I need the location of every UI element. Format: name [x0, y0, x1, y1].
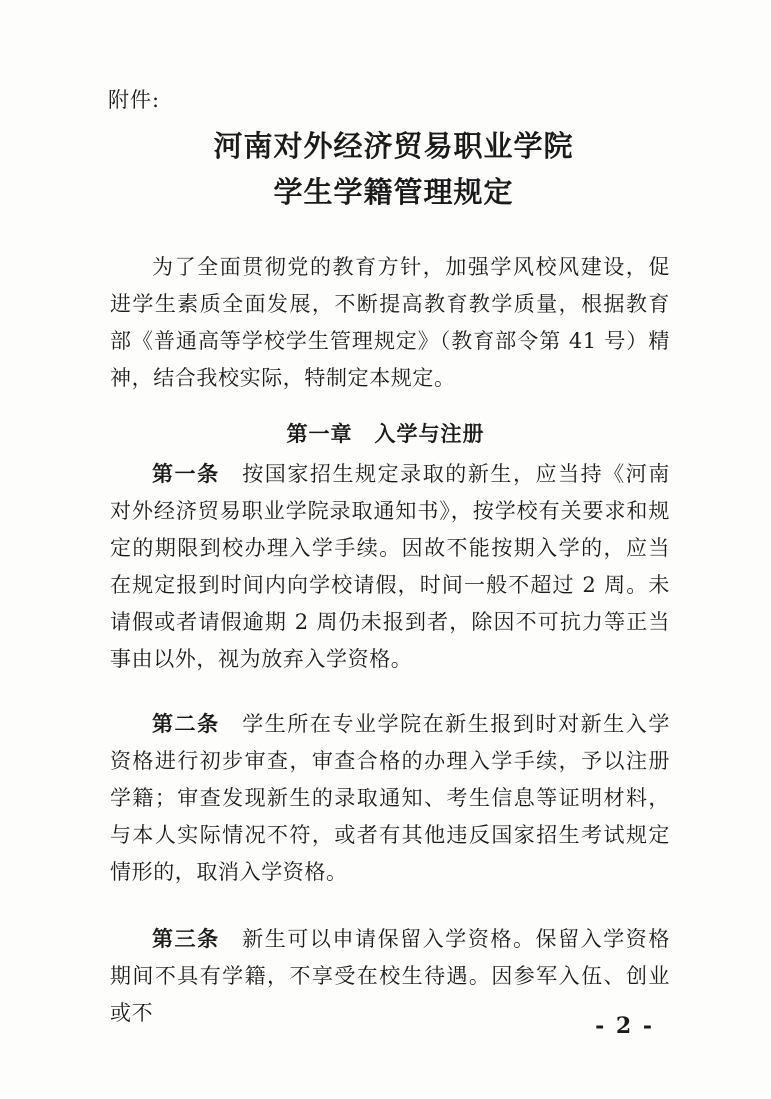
- article-paragraph: [110, 455, 670, 678]
- article-label: 第一条: [152, 461, 220, 486]
- article-text: 学生所在专业学院在新生报到时对新生入学资格进行初步审查，审查合格的办理入学手续，予以注册学籍；审查发现新生的录取通知、考生信息等证明材料，与本人实际情况不符，或者有其他违反国家招生考试规定情形的，取消入学资格。: [110, 712, 670, 884]
- article-3-block: [110, 920, 670, 1032]
- article-paragraph: [110, 705, 670, 891]
- article-2-block: [110, 705, 670, 891]
- preamble-block: [110, 249, 670, 397]
- page-number: - 2 -: [595, 1013, 654, 1039]
- article-text: 按国家招生规定录取的新生，应当持《河南对外经济贸易职业学院录取通知书》，按学校有关要求和规定的期限到校办理入学手续。因故不能按期入学的，应当在规定报到时间内向学校请假，时间一般不超过 2 周。未请假或者请假逾期 2 周仍未报到者，除因不可抗力等正当事由以外，视为放弃入学资格。: [110, 462, 670, 671]
- article-1-block: [110, 455, 670, 678]
- attachment-label: 附件:: [108, 88, 161, 112]
- document-title-line-2: 学生学籍管理规定: [273, 175, 514, 209]
- article-label: 第三条: [152, 926, 220, 951]
- preamble-paragraph: 为了全面贯彻党的教育方针，加强学风校风建设，促进学生素质全面发展，不断提高教育教学质量，根据教育部《普通高等学校学生管理规定》（教育部令第 41 号）精神，结合我校实际，特制定本规定。: [110, 255, 670, 390]
- article-label: 第二条: [152, 711, 220, 736]
- article-paragraph: [110, 920, 670, 1032]
- article-text: 新生可以申请保留入学资格。保留入学资格期间不具有学籍，不享受在校生待遇。因参军入伍、创业或不: [110, 927, 670, 1025]
- chapter-heading: 第一章 入学与注册: [286, 421, 485, 446]
- document-title-line-1: 河南对外经济贸易职业学院: [213, 129, 574, 163]
